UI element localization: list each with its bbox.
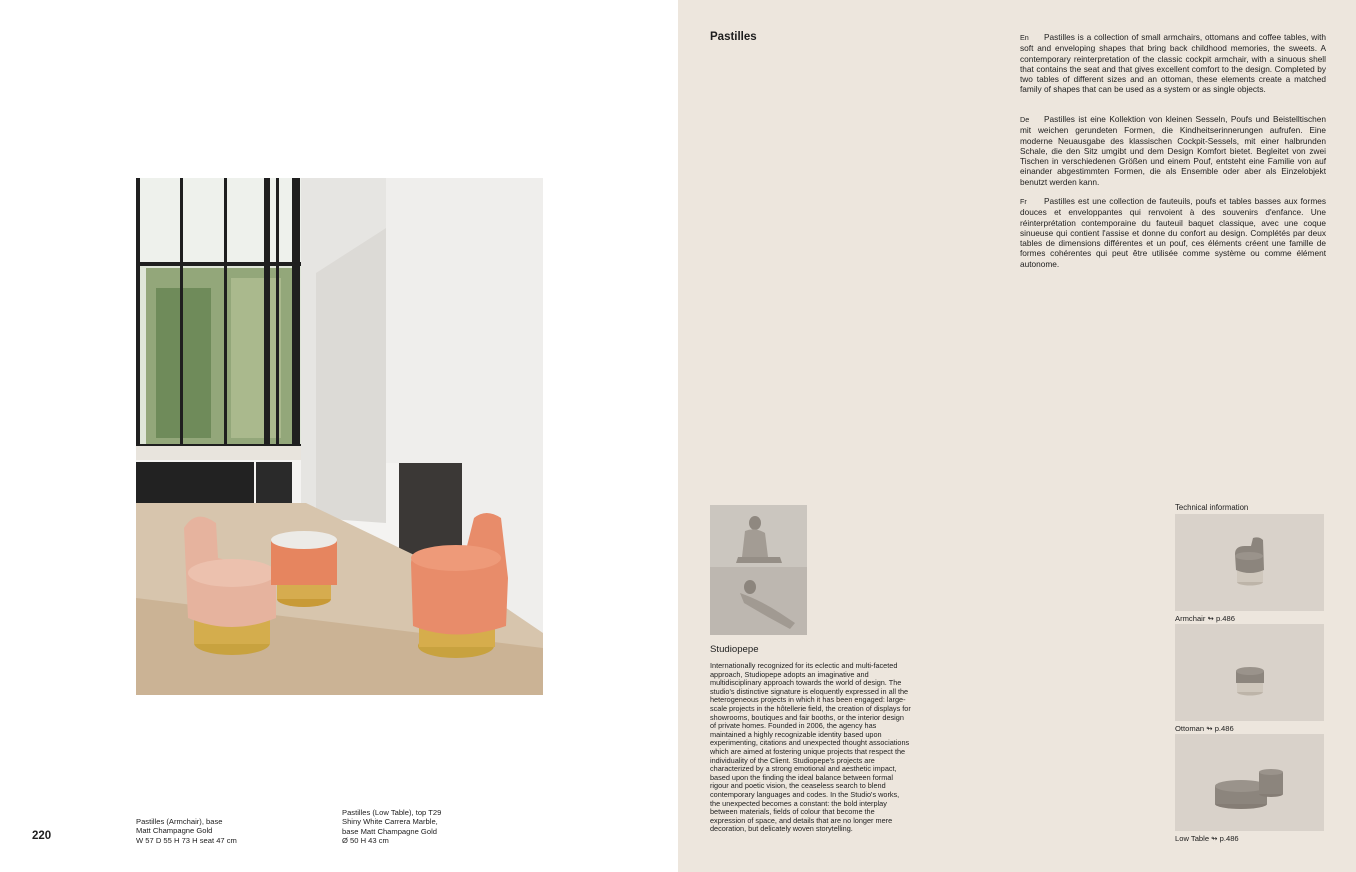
designer-name: Studiopepe [710,644,759,655]
designer-bio: Internationally recognized for its eclectic and multi-faceted approach, Studiopepe adopts an imaginative and multidisciplinary approach towards the world of design. The studio's distinctive signature is eloquently expressed in all the heterogeneous projects in which it has been engaged: large-scale projects in the hôtellerie field, the creation of displays for showrooms, boutiques and fair booths, or the interior design of private homes. Founded in 2006, the agency has maintained a highly recognizable identity based upon experimenting, citations and unexpected thought associations which are aimed at fostering unique projects that respect the individuality of the Client. Studiopepe's projects are characterized by a strong emotional and aesthetic impact, based upon the finding the ideal balance between formal rigour and poetic vision, the ceaseless search to blend contemporary languages and codes. In the Studio's works, the unexpected becomes a constant: the bold interplay between materials, fields of colour that become the expression of space, and details that are no longer mere decoration, but delicately woven storytelling. [710,661,911,834]
description-fr [1020,196,1326,269]
lang-code-fr: Fr [1020,197,1027,206]
technical-info-title: Technical information [1175,503,1249,512]
low-table-link[interactable]: Low Table ↬ p.486 [1175,834,1239,843]
description-en [1020,32,1326,95]
ottoman-link[interactable]: Ottoman ↬ p.486 [1175,724,1234,733]
designer-portrait [710,505,807,635]
lang-code-de: De [1020,115,1030,124]
armchair-link[interactable]: Armchair ↬ p.486 [1175,614,1235,623]
product-title: Pastilles [710,31,757,43]
description-fr-text: Pastilles est une collection de fauteuils, poufs et tables basses aux formes douces et enveloppantes qui renvoient à des souvenirs d'enfance. Une réinterprétation contemporaine du fauteuil baquet classique, avec une coque sinueuse qui contient l'assise et donne du confort au design. Complétés par deux tables de dimensions différentes et un pouf, ces éléments créent une famille de formes cohérentes qui peut être utilisée comme système ou comme élément autonome. [1020,196,1326,269]
lang-code-en: En [1020,33,1029,42]
interior-photo [136,178,543,695]
description-en-text: Pastilles is a collection of small armchairs, ottomans and coffee tables, with soft and enveloping shapes that bring back childhood memories, the sweets. A contemporary reinterpretation of the classic cockpit armchair, with a sinuous shell that contains the seat and that gives excellent comfort to the design. Completed by two tables of different sizes and an ottoman, these elements create a matched family of shapes that can be used as a system or as single objects. [1020,32,1326,95]
description-de-text: Pastilles ist eine Kollektion von kleinen Sesseln, Poufs und Beistelltischen mit weichen gerundeten Formen, die Kindheitserinnerungen aufrufen. Eine moderne Neuausgabe des klassischen Cockpit-Sessels, mit einer halbrunden Schale, die den Sitz umgibt und dem Design Komfort bietet. Begleitet von zwei Tischen in verschiedenen Größen und einem Pouf, entsteht eine Familie von auf einander abgestimmten Formen, die als Ensemble oder aber als Einzelobjekt benutzt werden kann. [1020,114,1326,187]
armchair-drawing [1175,514,1324,611]
page-number: 220 [32,830,52,842]
low-table-caption: Pastilles (Low Table), top T29 Shiny White Carrera Marble, base Matt Champagne Gold Ø 50 H 43 cm [342,808,442,846]
ottoman-drawing [1175,624,1324,721]
description-de [1020,114,1326,187]
armchair-caption: Pastilles (Armchair), base Matt Champagne Gold W 57 D 55 H 73 H seat 47 cm [136,817,237,845]
low-table-drawing [1175,734,1324,831]
